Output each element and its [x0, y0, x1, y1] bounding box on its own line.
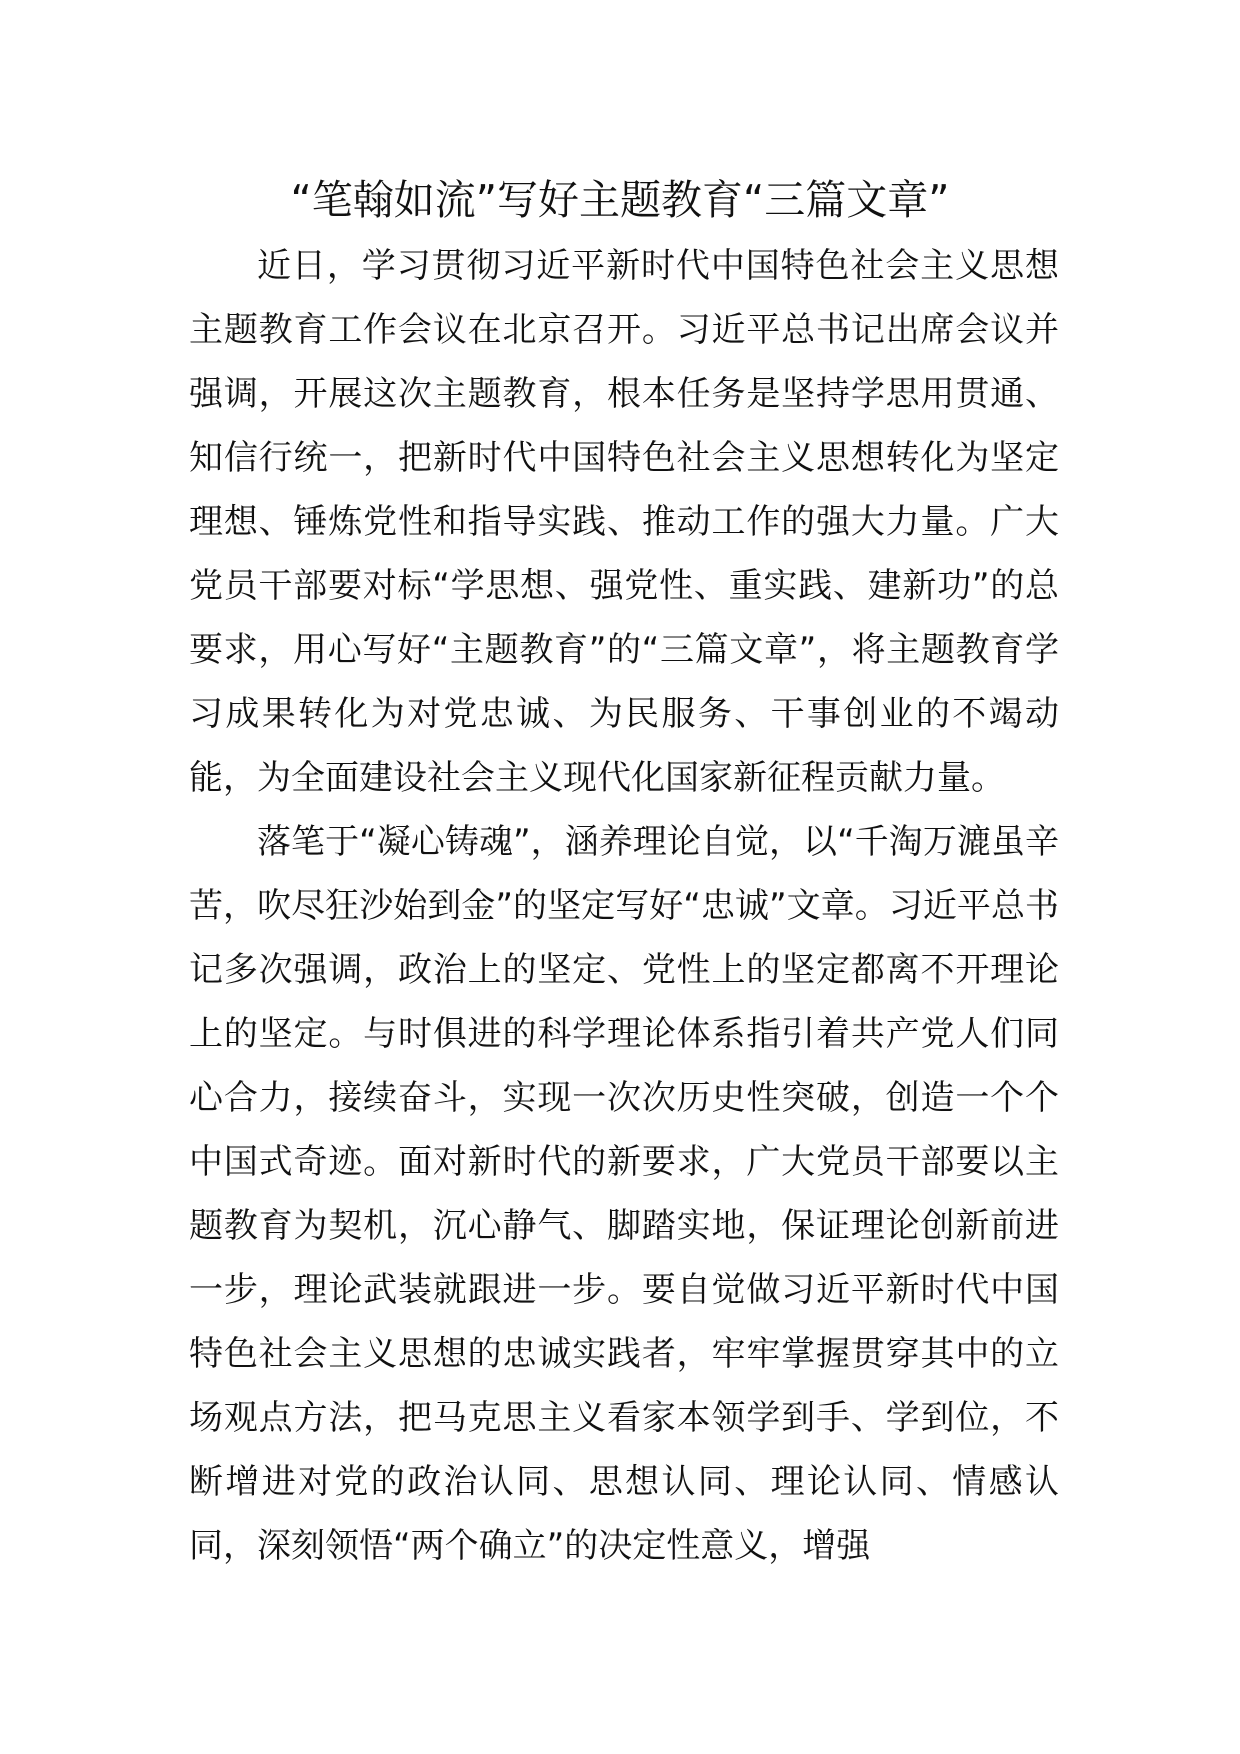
paragraph-1: 近日，学习贯彻习近平新时代中国特色社会主义思想主题教育工作会议在北京召开。习近平总书记出席会议并强调，开展这次主题教育，根本任务是坚持学思用贯通、知信行统一，把新时代中国特色社会主义思想转化为坚定理想、锤炼党性和指导实践、推动工作的强大力量。广大党员干部要对标“学思想、强党性、重实践、建新功”的总要求，用心写好“主题教育”的“三篇文章”，将主题教育学习成果转化为对党忠诚、为民服务、干事创业的不竭动能，为全面建设社会主义现代化国家新征程贡献力量。 — [189, 246, 1059, 798]
paragraph-2: 落笔于“凝心铸魂”，涵养理论自觉，以“千淘万漉虽辛苦，吹尽狂沙始到金”的坚定写好“忠诚”文章。习近平总书记多次强调，政治上的坚定、党性上的坚定都离不开理论上的坚定。与时俱进的科学理论体系指引着共产党人们同心合力，接续奋斗，实现一次次历史性突破，创造一个个中国式奇迹。面对新时代的新要求，广大党员干部要以主题教育为契机，沉心静气、脚踏实地，保证理论创新前进一步，理论武装就跟进一步。要自觉做习近平新时代中国特色社会主义思想的忠诚实践者，牢牢掌握贯穿其中的立场观点方法，把马克思主义看家本领学到手、学到位，不断增进对党的政治认同、思想认同、理论认同、情感认同，深刻领悟“两个确立”的决定性意义，增强 — [189, 822, 1059, 1566]
document-title: “笔翰如流”写好主题教育“三篇文章” — [290, 176, 950, 224]
document-body — [189, 234, 1059, 1578]
